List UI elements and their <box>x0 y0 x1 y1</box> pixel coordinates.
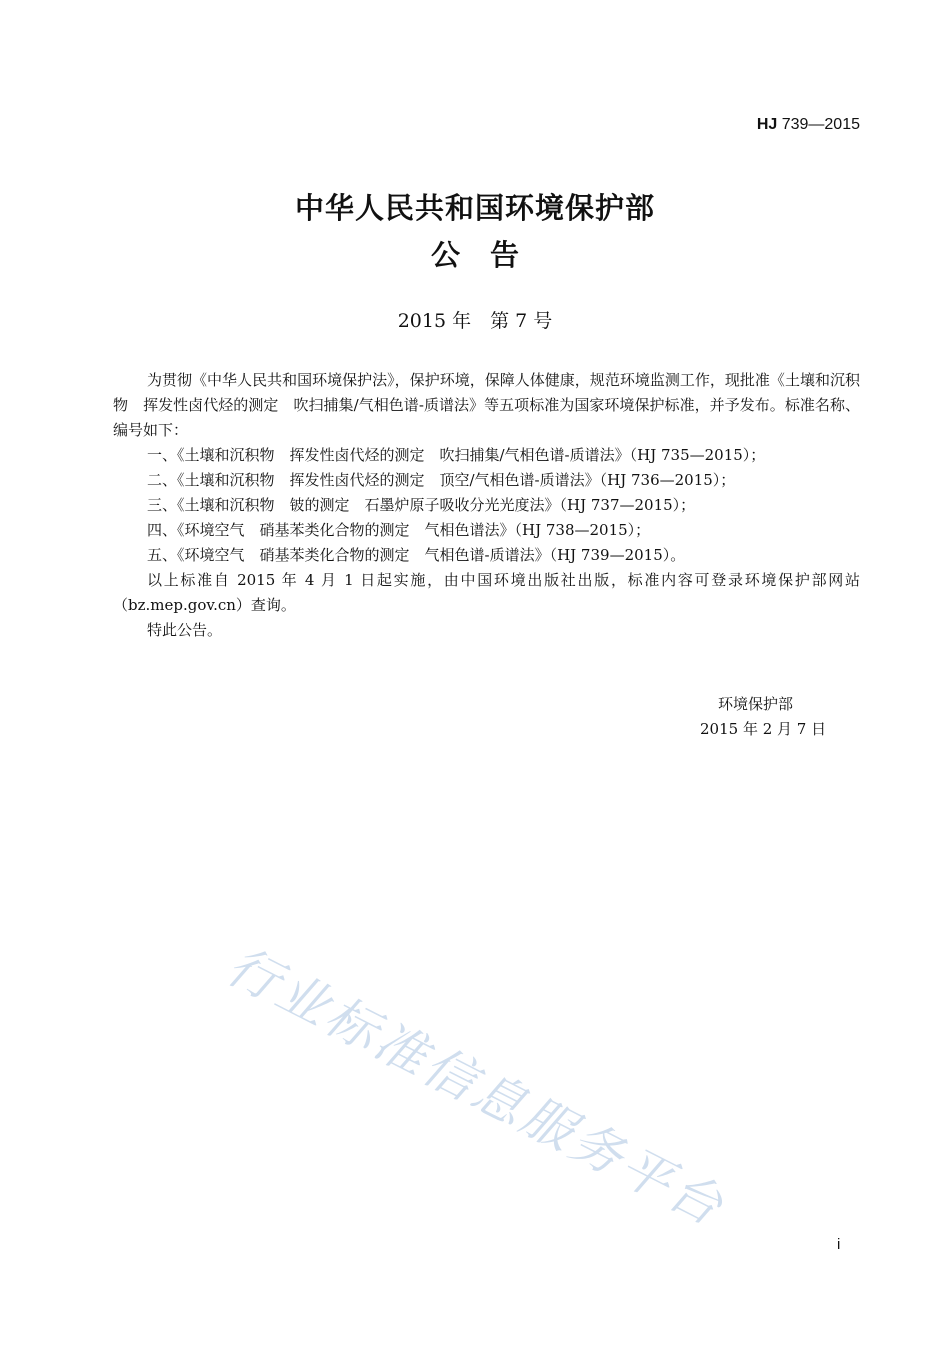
signature-date: 2015 年 2 月 7 日 <box>700 720 827 738</box>
standard-code-prefix: HJ <box>756 116 778 133</box>
watermark: 行业标准信息服务平台 <box>217 936 735 1239</box>
announcement-body <box>113 368 860 643</box>
list-item: 五、《环境空气 硝基苯类化合物的测定 气相色谱-质谱法》（HJ 739—2015）。 <box>147 546 686 564</box>
issue-number: 2015 年 第 7 号 <box>397 310 553 332</box>
closing-paragraph: 特此公告。 <box>147 621 223 639</box>
effective-paragraph: 以上标准自 2015 年 4 月 1 日起实施，由中国环境出版社出版，标准内容可登录环境保护部网站（bz.mep.gov.cn）查询。 <box>113 571 860 614</box>
signature-org: 环境保护部 <box>718 695 794 713</box>
standard-code <box>757 116 860 134</box>
ministry-title: 中华人民共和国环境保护部 <box>294 191 655 225</box>
standard-code-number: 739—2015 <box>777 116 860 133</box>
intro-paragraph: 为贯彻《中华人民共和国环境保护法》，保护环境，保障人体健康，规范环境监测工作，现批准《土壤和沉积物 挥发性卤代烃的测定 吹扫捕集/气相色谱-质谱法》等五项标准为国家环境保护标准，并予发布。标准名称、编号如下： <box>113 371 860 439</box>
list-item: 四、《环境空气 硝基苯类化合物的测定 气相色谱法》（HJ 738—2015）； <box>147 521 651 539</box>
list-item: 三、《土壤和沉积物 铍的测定 石墨炉原子吸收分光光度法》（HJ 737—2015）； <box>147 496 696 514</box>
announcement-title: 公告 <box>430 238 549 272</box>
list-item: 一、《土壤和沉积物 挥发性卤代烃的测定 吹扫捕集/气相色谱-质谱法》（HJ 735—2015）； <box>147 446 766 464</box>
list-item: 二、《土壤和沉积物 挥发性卤代烃的测定 顶空/气相色谱-质谱法》（HJ 736—2015）； <box>147 471 736 489</box>
page-number: i <box>837 1236 841 1253</box>
